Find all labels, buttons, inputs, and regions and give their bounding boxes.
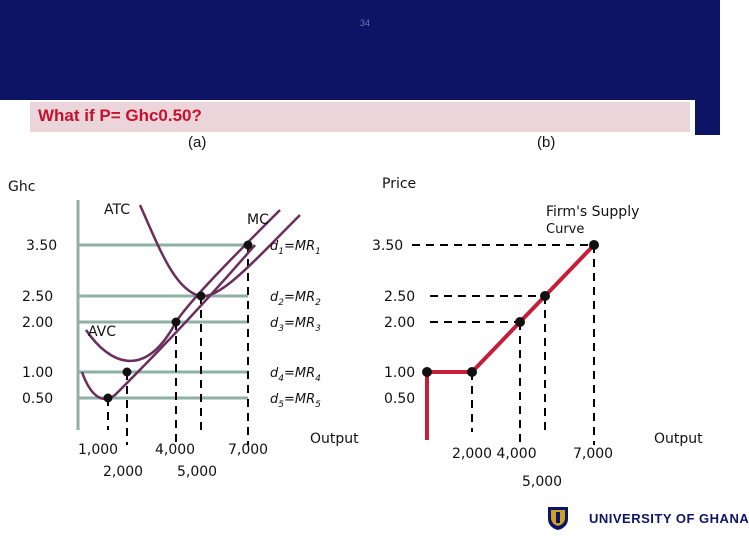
b-xtick-5000: 5,000 [522, 474, 563, 490]
crest-icon [545, 505, 571, 531]
panel-a [8, 179, 359, 480]
a-xtick-1000: 1,000 [78, 442, 119, 458]
b-ytick-350: 3.50 [372, 238, 404, 254]
a-ytick-200: 2.00 [22, 315, 54, 331]
a-ytick-350: 3.50 [26, 238, 58, 254]
a-xtick-5000: 5,000 [177, 464, 218, 480]
demand-label-1: $d_1=MR_1$ [270, 239, 321, 257]
supply-label-line1: Firm's Supply [546, 204, 640, 220]
demand-label-3: $d_3=MR_3$ [270, 316, 321, 334]
b-output-label: Output [654, 431, 703, 447]
a-xtick-4000: 4,000 [155, 442, 196, 458]
slide-title: The Firm’s Short-Run Supply Curve [201, 76, 519, 98]
supply-label-line2: Curve [546, 222, 585, 237]
demand-label-4: $d_4=MR_4$ [270, 366, 321, 384]
a-xtick-7000: 7,000 [228, 442, 269, 458]
panel-b-label: (b) [537, 134, 556, 151]
a-point-250 [197, 292, 206, 301]
price-axis-label: Price [382, 176, 417, 192]
b-ytick-200: 2.00 [384, 315, 416, 331]
ghc-axis-label: Ghc [8, 179, 36, 195]
slide-number: 34 [360, 18, 371, 28]
cost-curves [82, 205, 300, 399]
panel-b [372, 176, 703, 490]
a-ytick-050: 0.50 [22, 391, 54, 407]
a-point-350 [244, 241, 253, 250]
demand-label-5: $d_5=MR_5$ [270, 392, 321, 410]
university-name: UNIVERSITY OF GHANA [589, 511, 749, 526]
b-point-shutdown [422, 367, 432, 377]
atc-label: ATC [104, 202, 130, 218]
a-point-200 [172, 318, 181, 327]
b-points [422, 240, 599, 377]
b-ytick-050: 0.50 [384, 391, 416, 407]
demand-label-2: $d_2=MR_2$ [270, 290, 321, 308]
b-ytick-100: 1.00 [384, 365, 416, 381]
b-point-100 [467, 367, 477, 377]
a-ytick-100: 1.00 [22, 365, 54, 381]
b-point-250 [540, 291, 550, 301]
a-xtick-2000: 2,000 [103, 464, 144, 480]
avc-label: AVC [88, 324, 117, 340]
mc-label: MC [247, 212, 269, 228]
b-xtick-7000: 7,000 [573, 446, 614, 462]
a-point-100 [123, 368, 132, 377]
b-xtick-2000-4000: 2,000 4,000 [452, 446, 537, 462]
demand-labels [270, 239, 321, 410]
b-ytick-250: 2.50 [384, 289, 416, 305]
a-output-label: Output [310, 431, 359, 447]
b-point-200 [515, 317, 525, 327]
b-point-350 [589, 240, 599, 250]
supply-curve [427, 245, 594, 440]
question-text: What if P= Ghc0.50? [38, 106, 202, 125]
panel-a-label: (a) [188, 134, 207, 151]
a-ytick-250: 2.50 [22, 289, 54, 305]
a-point-050 [104, 394, 113, 403]
